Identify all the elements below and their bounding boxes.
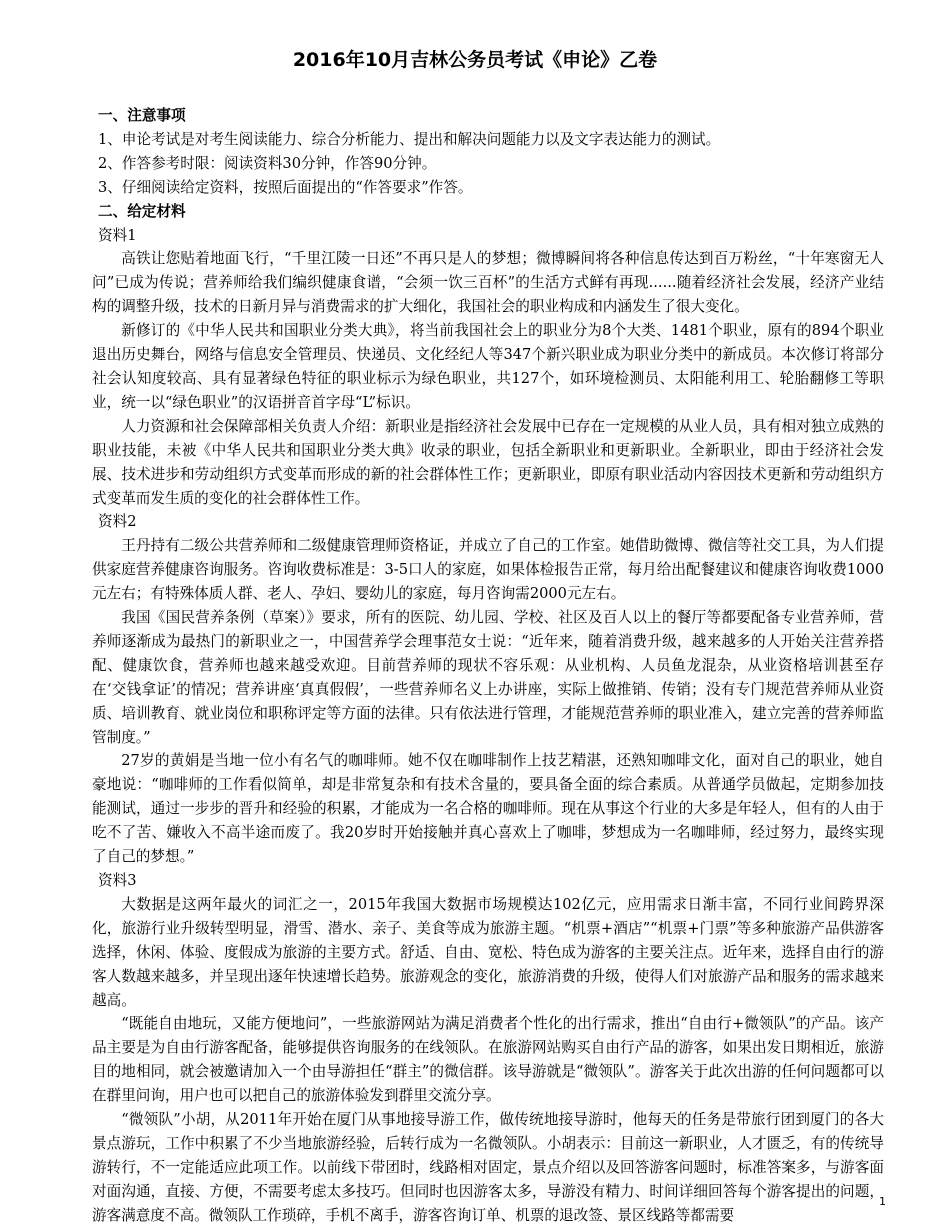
material-label: 资料3 <box>98 872 137 889</box>
material-label: 资料2 <box>98 513 137 531</box>
section-heading-notes: 一、注意事项 <box>98 107 186 124</box>
material-paragraph: 王丹持有二级公共营养师和二级健康管理师资格证，并成立了自己的工作室。她借助微博、微信等社交工具，为人们提供家庭营养健康咨询服务。咨询收费标准是：3-5口人的家庭，如果体检报告正常，每月给出配餐建议和健康咨询收费1000元左右；有特殊体质人群、老人、孕妇、婴幼儿的家庭，每月咨询需2000元左右。 <box>92 537 884 603</box>
material-paragraph: “既能自由地玩，又能方便地问”，一些旅游网站为满足消费者个性化的出行需求，推出“自由行+微领队”的产品。该产品主要是为自由行游客配备，能够提供咨询服务的在线领队。在旅游网站购买自由行产品的游客，如果出发日期相近，旅游目的地相同，就会被邀请加入一个由导游担任“群主”的微信群。该导游就是“微领队”。游客关于此次出游的任何问题都可以在群里问询，用户也可以把自己的旅游体验发到群里交流分享。 <box>92 1015 884 1105</box>
material-paragraph: 我国《国民营养条例（草案）》要求，所有的医院、幼儿园、学校、社区及百人以上的餐厅等都要配备专业营养师，营养师逐渐成为最热门的新职业之一，中国营养学会理事范女士说：“近年来，随着消费升级，越来越多的人开始关注营养搭配、健康饮食，营养师也越来越受欢迎。目前营养师的现状不容乐观：从业机构、人员鱼龙混杂，从业资格培训甚至存在‘交钱拿证’的情况；营养讲座‘真真假假’，一些营养师名义上办讲座，实际上做推销、传销；没有专门规范营养师从业资质、培训教育、就业岗位和职称评定等方面的法律。只有依法进行管理，才能规范营养师的职业准入，建立完善的营养师监管制度。” <box>92 609 884 746</box>
material-paragraph: 新修订的《中华人民共和国职业分类大典》，将当前我国社会上的职业分为8个大类、1481个职业，原有的894个职业退出历史舞台，网络与信息安全管理员、快递员、文化经纪人等347个新兴职业成为职业分类中的新成员。本次修订将部分社会认知度较高、具有显著绿色特征的职业标示为绿色职业，共127个，如环境检测员、太阳能利用工、轮胎翻修工等职业，统一以“绿色职业”的汉语拼音首字母“L”标识。 <box>92 322 884 411</box>
note-item: 1、申论考试是对考生阅读能力、综合分析能力、提出和解决问题能力以及文字表达能力的测试。 <box>98 130 721 148</box>
material-paragraph: 高铁让您贴着地面飞行，“千里江陵一日还”不再只是人的梦想；微博瞬间将各种信息传达到百万粉丝，“十年寒窗无人问”已成为传说；营养师给我们编织健康食谱，“会须一饮三百杯”的生活方式鲜有再现......随着经济社会发展，经济产业结构的调整升级，技术的日新月异与消费需求的扩大细化，我国社会的职业构成和内涵发生了很大变化。 <box>92 250 884 316</box>
section-heading-materials: 二、给定材料 <box>98 202 186 220</box>
material-paragraph: 大数据是这两年最火的词汇之一，2015年我国大数据市场规模达102亿元，应用需求日渐丰富，不同行业间跨界深化，旅游行业升级转型明显，滑雪、潜水、亲子、美食等成为旅游主题。“机票+酒店”“机票+门票”等多种旅游产品供游客选择，休闲、体验、度假成为旅游的主要方式。舒适、自由、宽松、特色成为游客的主要关注点。近年来，选择自由行的游客人数越来越多，并呈现出逐年快速增长趋势。旅游观念的变化，旅游消费的升级，使得人们对旅游产品和服务的需求越来越高。 <box>92 895 884 1009</box>
material-paragraph: “微领队”小胡，从2011年开始在厦门从事地接导游工作，做传统地接导游时，他每天的任务是带旅行团到厦门的各大景点游玩，工作中积累了不少当地旅游经验，后转行成为一名微领队。小胡表示：目前这一新职业，人才匮乏，有的传统导游转行，不一定能适应此项工作。以前线下带团时，线路相对固定，景点介绍以及回答游客问题时，标准答案多，与游客面对面沟通，直接、方便，不需要考虑太多技巧。但同时也因游客太多，导游没有精力、时间详细回答每个游客提出的问题，游客满意度不高。微领队工作琐碎，手机不离手，游客咨询订单、机票的退改签、景区线路等都需要 <box>92 1111 884 1224</box>
note-item: 3、仔细阅读给定资料，按照后面提出的“作答要求”作答。 <box>98 178 473 196</box>
material-paragraph: 人力资源和社会保障部相关负责人介绍：新职业是指经济社会发展中已存在一定规模的从业人员，具有相对独立成熟的职业技能，未被《中华人民共和国职业分类大典》收录的职业，包括全新职业和更新职业。全新职业，即由于经济社会发展、技术进步和劳动组织方式变革而形成的新的社会群体性工作；更新职业，即原有职业活动内容因技术更新和劳动组织方式变革而发生质的变化的社会群体性工作。 <box>92 417 884 507</box>
page-title: 2016年10月吉林公务员考试《申论》乙卷 <box>292 49 658 71</box>
note-item: 2、作答参考时限：阅读资料30分钟，作答90分钟。 <box>98 154 437 172</box>
material-label: 资料1 <box>98 226 137 244</box>
document-body <box>92 104 884 1228</box>
page-number: 1 <box>879 1195 886 1208</box>
material-paragraph: 27岁的黄娟是当地一位小有名气的咖啡师。她不仅在咖啡制作上技艺精湛，还熟知咖啡文化，面对自己的职业，她自豪地说：“咖啡师的工作看似简单，却是非常复杂和有技术含量的，要具备全面的综合素质。从普通学员做起，定期参加技能测试，通过一步步的晋升和经验的积累，才能成为一名合格的咖啡师。现在从事这个行业的大多是年轻人，但有的人由于吃不了苦、嫌收入不高半途而废了。我20岁时开始接触并真心喜欢上了咖啡，梦想成为一名咖啡师，经过努力，最终实现了自己的梦想。” <box>92 752 884 866</box>
